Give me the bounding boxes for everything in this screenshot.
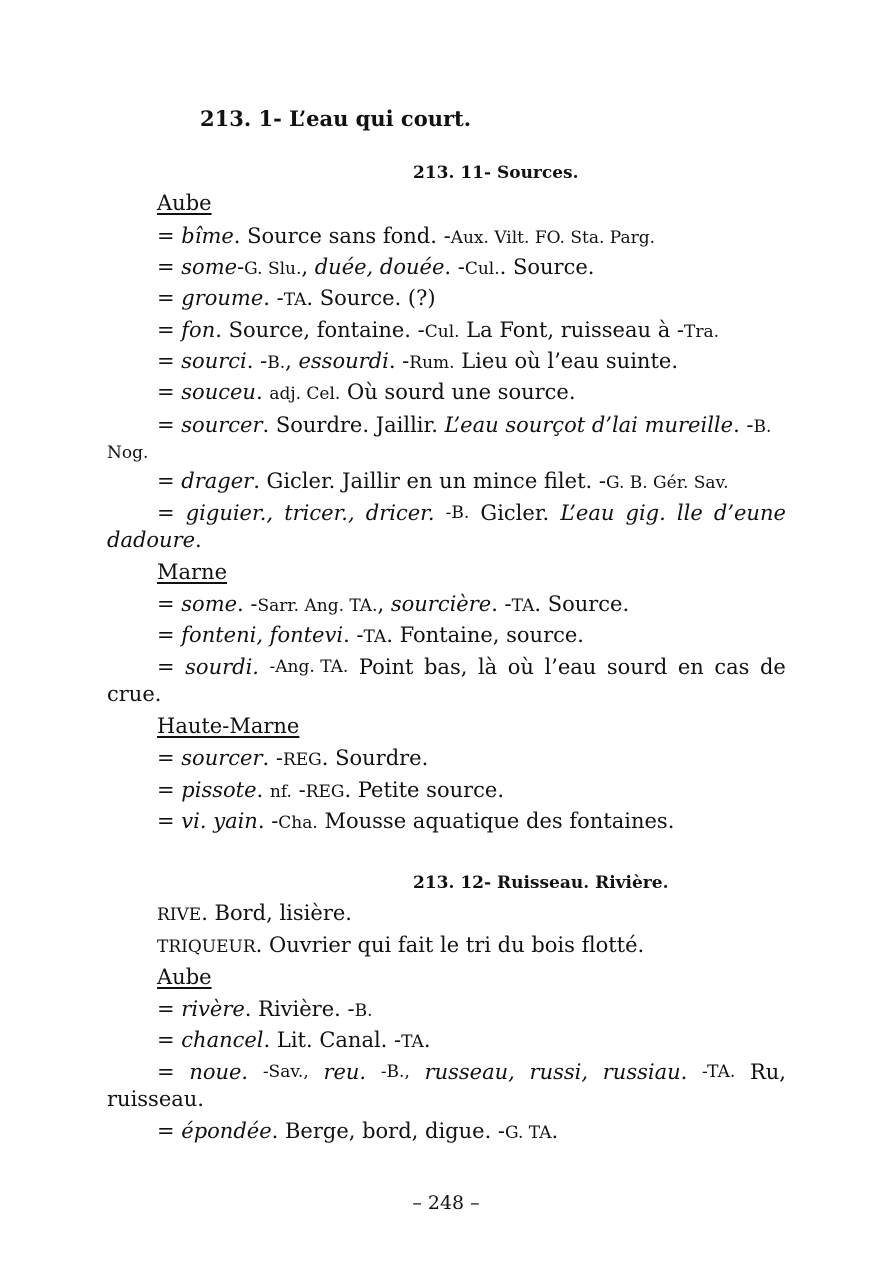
entry-rivere: = rivère. Rivière. -B. xyxy=(157,997,373,1021)
entry-giguier-continued: dadoure. xyxy=(107,528,202,552)
region-heading-haute-marne: Haute-Marne xyxy=(157,714,300,738)
region-heading-marne: Marne xyxy=(157,560,228,584)
entry-fon: = fon. Source, fontaine. -Cul. La Font, ruisseau à -Tra. xyxy=(157,318,720,342)
entry-chancel: = chancel. Lit. Canal. -TA. xyxy=(157,1028,431,1052)
entry-fonteni: = fonteni, fontevi. -TA. Fontaine, source. xyxy=(157,623,584,647)
entry-epondee: = épondée. Berge, bord, digue. -G. TA. xyxy=(157,1119,559,1143)
region-heading-aube-2: Aube xyxy=(157,965,212,989)
entry-hm-sourcer: = sourcer. -REG. Sourdre. xyxy=(157,746,429,770)
entry-sourcer: = sourcer. Sourdre. Jaillir. L’eau sourçot d’lai mureille. -B. xyxy=(157,413,772,437)
entry-sourcer-continued: Nog. xyxy=(107,443,149,463)
entry-some: = some-G. Slu., duée, douée. -Cul.. Source. xyxy=(157,255,595,279)
entry-giguier: = giguier., tricer., dricer. -B. Gicler. L’eau gig. lle d’eune xyxy=(157,501,786,525)
page-number: – 248 – xyxy=(412,1192,480,1214)
entry-marne-some: = some. -Sarr. Ang. TA., sourcière. -TA. Source. xyxy=(157,592,630,616)
entry-vi-yain: = vi. yain. -Cha. Mousse aquatique des fontaines. xyxy=(157,809,675,833)
region-heading-aube: Aube xyxy=(157,191,212,215)
section-heading-sources: 213. 11- Sources. xyxy=(413,163,579,183)
entry-triqueur: TRIQUEUR. Ouvrier qui fait le tri du bois flotté. xyxy=(157,933,645,957)
entry-sourci: = sourci. -B., essourdi. -Rum. Lieu où l’eau suinte. xyxy=(157,349,678,373)
page-title: 213. 1- L’eau qui court. xyxy=(200,106,472,131)
entry-drager: = drager. Gicler. Jaillir en un mince filet. -G. B. Gér. Sav. xyxy=(157,469,729,493)
section-heading-ruisseau: 213. 12- Ruisseau. Rivière. xyxy=(413,873,669,893)
entry-groume: = groume. -TA. Source. (?) xyxy=(157,286,436,310)
entry-noue-continued: ruisseau. xyxy=(107,1087,204,1111)
entry-pissote: = pissote. nf. -REG. Petite source. xyxy=(157,778,505,802)
entry-noue: = noue. -Sav., reu. -B., russeau, russi, russiau. -TA. Ru, xyxy=(157,1060,786,1084)
entry-sourdi-continued: crue. xyxy=(107,682,162,706)
entry-rive: RIVE. Bord, lisière. xyxy=(157,901,352,925)
entry-souceu: = souceu. adj. Cel. Où sourd une source. xyxy=(157,380,576,404)
entry-bime: = bîme. Source sans fond. -Aux. Vilt. FO. Sta. Parg. xyxy=(157,224,656,248)
entry-sourdi: = sourdi. -Ang. TA. Point bas, là où l’eau sourd en cas de xyxy=(157,655,786,679)
